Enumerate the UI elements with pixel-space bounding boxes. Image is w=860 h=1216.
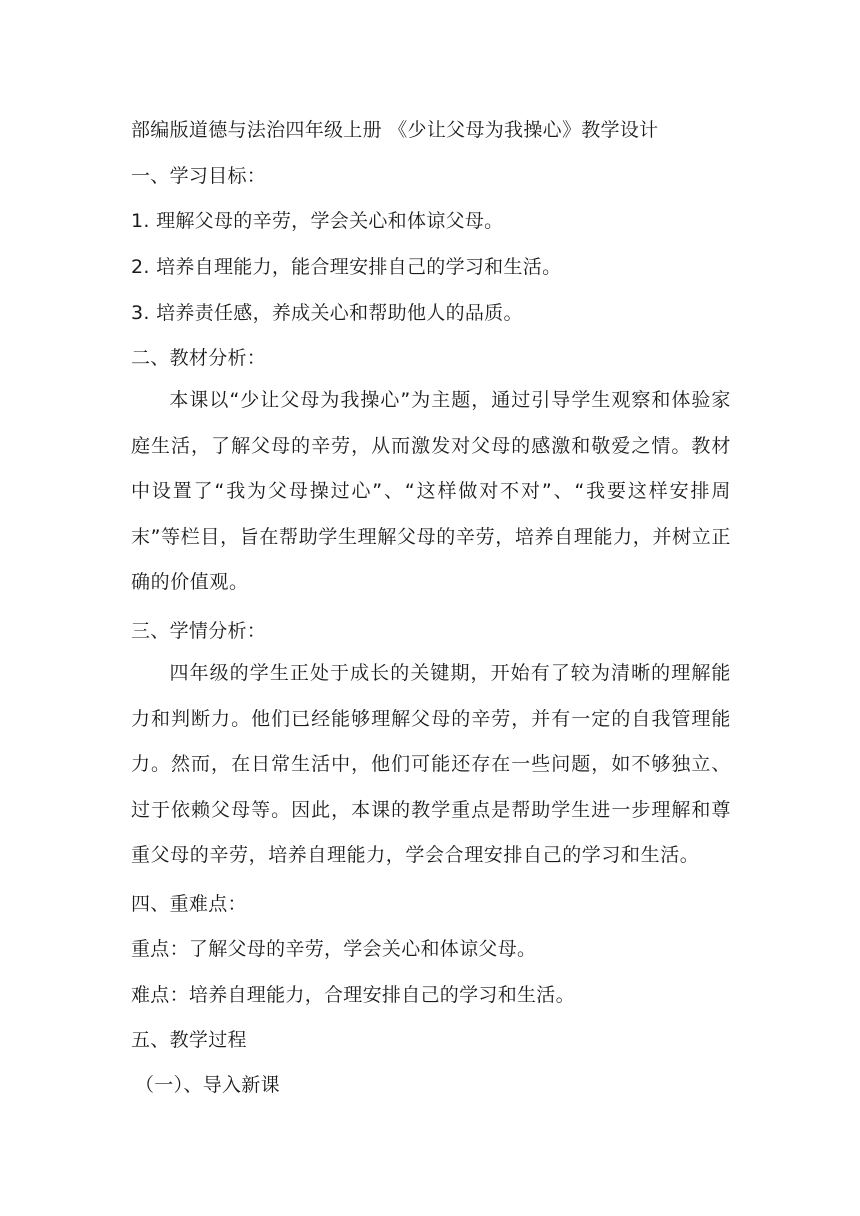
section-heading-key-difficult-points: 四、重难点： (131, 893, 247, 915)
goal-item-1: 1. 理解父母的辛劳，学会关心和体谅父母。 (131, 210, 504, 232)
key-point: 重点：了解父母的辛劳，学会关心和体谅父母。 (131, 938, 537, 960)
textbook-analysis-text: 本课以“少让父母为我操心”为主题，通过引导学生观察和体验家庭生活，了解父母的辛劳，从而激发对父母的感激和敬爱之情。教材中设置了“我为父母操过心”、“这样做对不对”、“我要这样安排周末”等栏目，旨在帮助学生理解父母的辛劳，培养自理能力，并树立正确的价值观。 (131, 389, 731, 593)
section-heading-student-analysis: 三、学情分析： (131, 620, 267, 642)
textbook-analysis-paragraph (131, 378, 731, 606)
goal-item-3: 3. 培养责任感，养成关心和帮助他人的品质。 (131, 302, 523, 324)
section-heading-learning-goals: 一、学习目标： (131, 165, 267, 187)
student-analysis-text: 四年级的学生正处于成长的关键期，开始有了较为清晰的理解能力和判断力。他们已经能够理解父母的辛劳，并有一定的自我管理能力。然而，在日常生活中，他们可能还存在一些问题，如不够独立、过于依赖父母等。因此，本课的教学重点是帮助学生进一步理解和尊重父母的辛劳，培养自理能力，学会合理安排自己的学习和生活。 (131, 662, 731, 866)
document-title: 部编版道德与法治四年级上册 《少让父母为我操心》教学设计 (131, 119, 659, 141)
section-heading-teaching-process: 五、教学过程 (131, 1029, 247, 1051)
sub-heading-introduction: （一）、导入新课 (135, 1074, 280, 1096)
section-heading-textbook-analysis: 二、教材分析： (131, 347, 267, 369)
goal-item-2: 2. 培养自理能力，能合理安排自己的学习和生活。 (131, 256, 562, 278)
student-analysis-paragraph (131, 651, 731, 879)
difficult-point: 难点：培养自理能力，合理安排自己的学习和生活。 (131, 984, 575, 1006)
